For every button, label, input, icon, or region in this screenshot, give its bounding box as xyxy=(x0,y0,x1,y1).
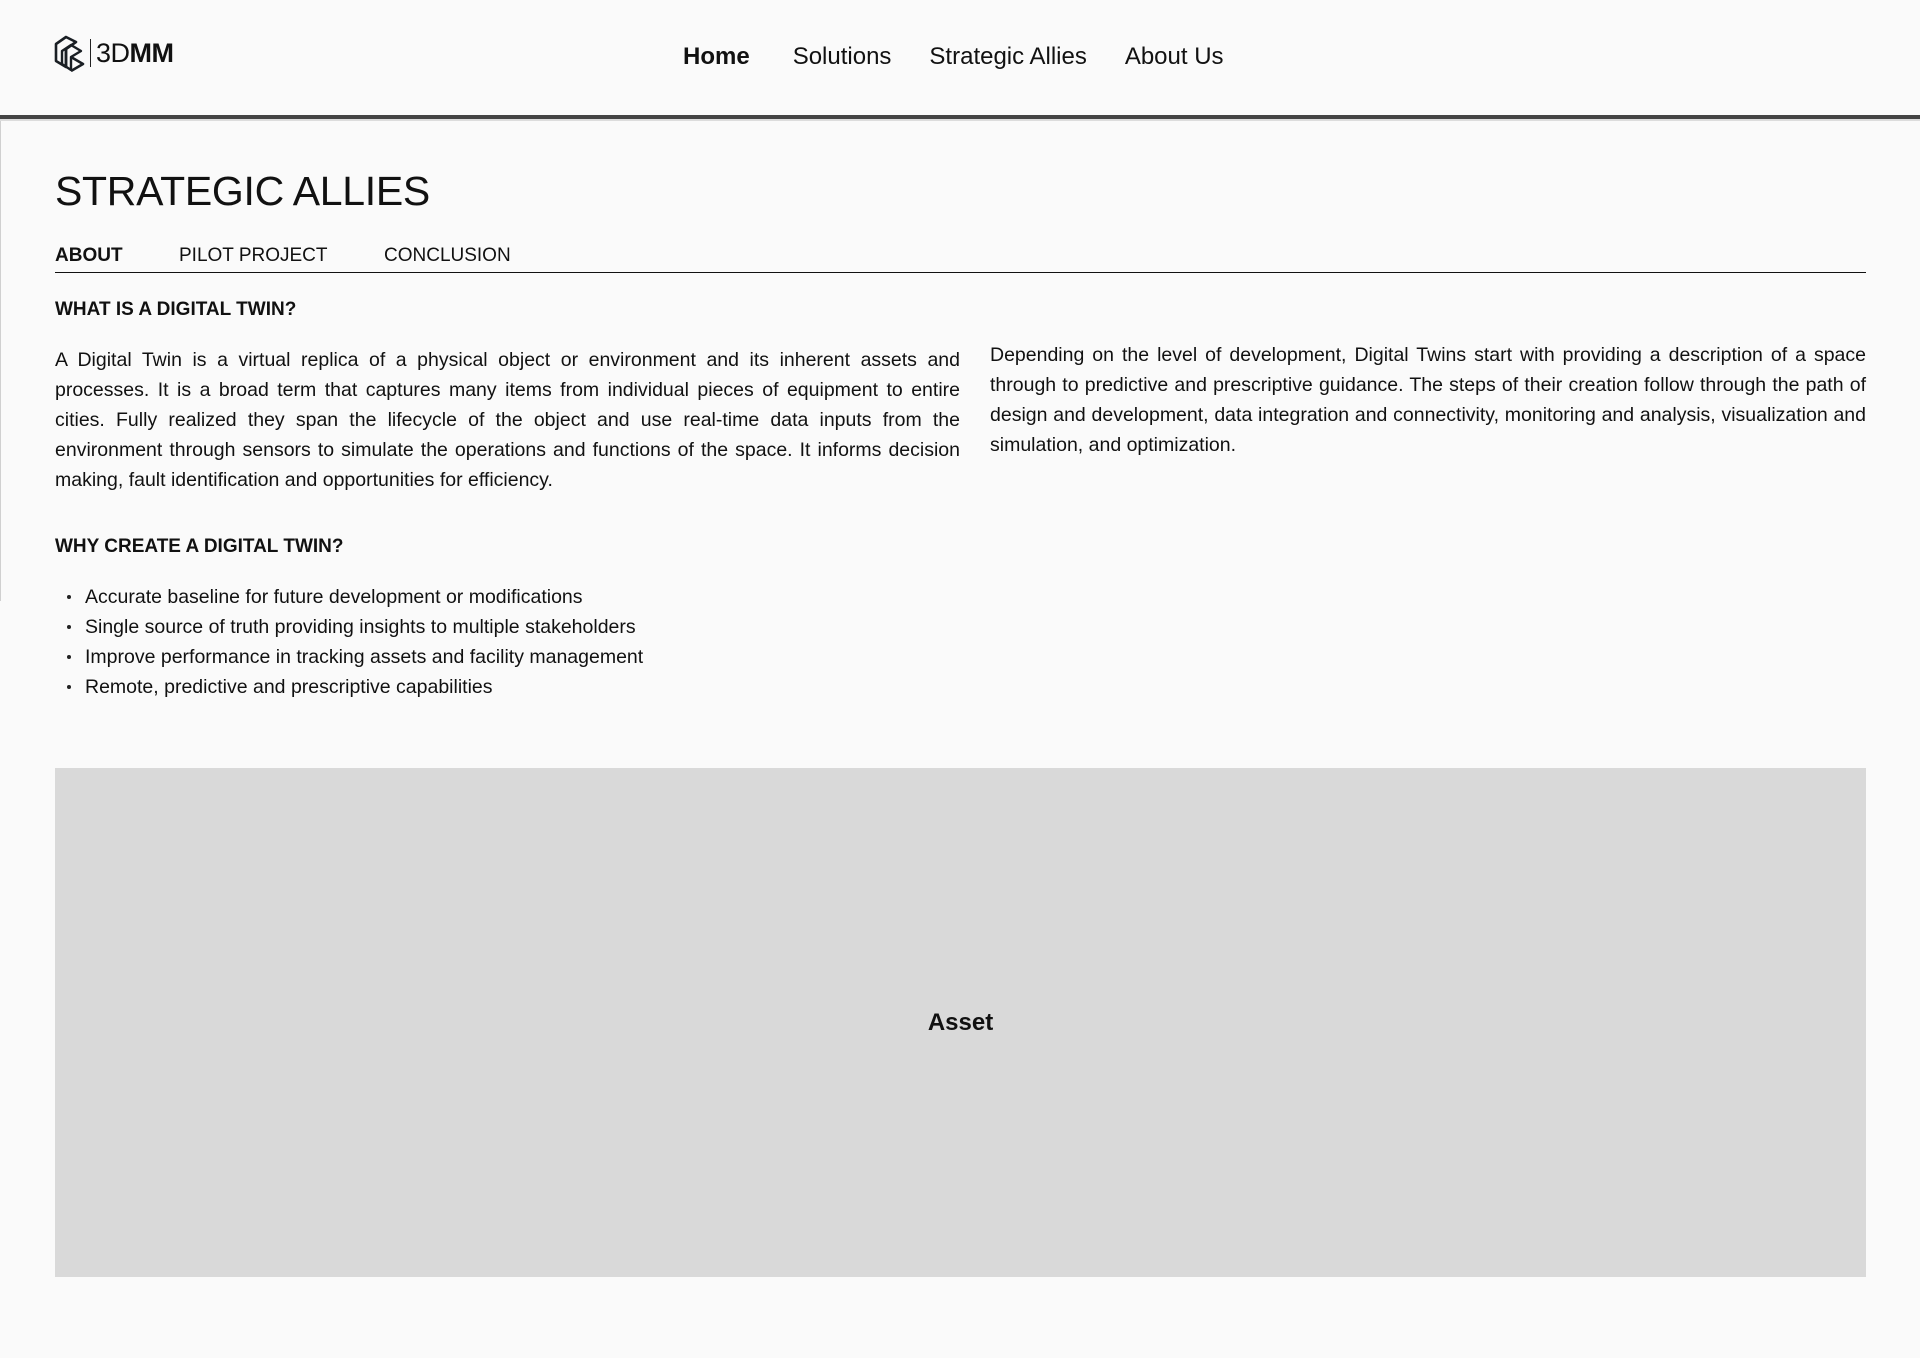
what-is-heading: WHAT IS A DIGITAL TWIN? xyxy=(55,299,297,320)
main-nav xyxy=(683,42,1224,72)
bullet-icon xyxy=(67,685,71,689)
logo[interactable] xyxy=(54,34,174,72)
nav-about-us[interactable]: About Us xyxy=(1124,43,1224,70)
list-item-text: Accurate baseline for future development or modifications xyxy=(85,586,583,608)
what-is-paragraph: A Digital Twin is a virtual replica of a physical object or environment and its inherent assets and processes. It is a broad term that captures many items from individual pieces of equipment to entire cities. Fully realized they span the lifecycle of the object and use real-time data inputs from the environment through sensors to simulate the operations and functions of the space. It informs decision making, fault identification and opportunities for efficiency. xyxy=(55,349,960,491)
list-item xyxy=(55,612,643,642)
page-title: STRATEGIC ALLIES xyxy=(55,168,430,214)
list-item-text: Remote, predictive and prescriptive capabilities xyxy=(85,676,493,698)
bullet-icon xyxy=(67,595,71,599)
header-divider-shadow xyxy=(0,119,1920,121)
list-item xyxy=(55,642,643,672)
left-edge-rule xyxy=(0,121,1,601)
asset-label: Asset xyxy=(927,1008,994,1036)
nav-solutions[interactable]: Solutions xyxy=(792,43,892,70)
tab-about[interactable]: ABOUT xyxy=(55,245,123,266)
asset-placeholder xyxy=(55,768,1866,1277)
bullet-icon xyxy=(67,655,71,659)
tab-conclusion[interactable]: CONCLUSION xyxy=(384,245,511,266)
brand-name-bold: MM xyxy=(129,37,174,68)
list-item-text: Improve performance in tracking assets and facility management xyxy=(85,646,644,668)
logo-divider xyxy=(90,39,91,67)
development-paragraph: Depending on the level of development, Digital Twins start with providing a description of a space through to predictive and prescriptive guidance. The steps of their creation follow through the path of design and development, data integration and connectivity, monitoring and analysis, visualization and simulation, and optimization. xyxy=(990,344,1866,456)
why-create-heading: WHY CREATE A DIGITAL TWIN? xyxy=(55,536,344,557)
tab-pilot-project[interactable]: PILOT PROJECT xyxy=(179,245,328,266)
3dmm-cube-logo-icon xyxy=(54,34,86,72)
site-header xyxy=(0,0,1920,115)
list-item xyxy=(55,582,643,612)
bullet-icon xyxy=(67,625,71,629)
brand-name xyxy=(96,38,174,69)
list-item xyxy=(55,672,643,702)
list-item-text: Single source of truth providing insights to multiple stakeholders xyxy=(85,616,636,638)
nav-strategic-allies[interactable]: Strategic Allies xyxy=(929,43,1087,70)
section-tabs xyxy=(55,243,1866,273)
why-list xyxy=(55,582,643,702)
brand-name-light: 3D xyxy=(96,37,130,68)
nav-home[interactable]: Home xyxy=(683,43,750,70)
